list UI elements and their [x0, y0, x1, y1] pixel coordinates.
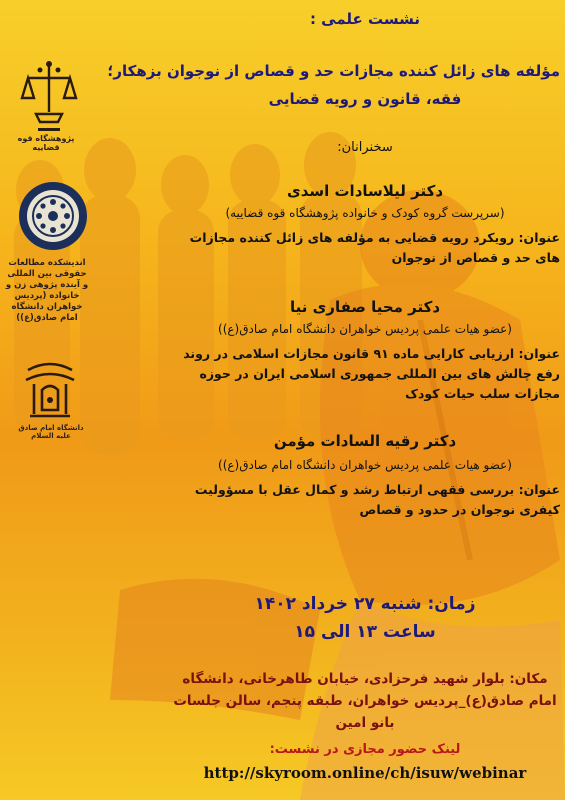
speaker-3-name: دکتر رقیه السادات مؤمن: [273, 432, 457, 450]
speaker-3-talk-title: عنوان: بررسی فقهی ارتباط رشد و کمال عقل با مسؤولیت کیفری نوجوان در حدود و قصاص: [194, 482, 560, 517]
legal-studies-institute-label: اندیشکده مطالعات حقوقی بین المللی و آینده پژوهی زن و خانواده (پردیس خواهران دانشگاه امام صادق(ع)): [5, 258, 89, 323]
speaker-2-affiliation: (عضو هیات علمی پردیس خواهران دانشگاه امام صادق(ع)): [218, 322, 512, 336]
speaker-1-name: دکتر لیلاسادات اسدی: [286, 182, 444, 200]
online-link-label: لینک حضور مجازی در نشست:: [269, 742, 461, 757]
session-title-line-1: مؤلفه های زائل کننده مجازات حد و قصاص از نوجوان بزهکار؛: [107, 62, 560, 80]
event-venue: مکان: بلوار شهید فرحزادی، خیابان طاهرخانی، دانشگاه امام صادق(ع)_پردیس خواهران، طبقه پنجم، سالن جلسات بانو امین: [173, 671, 557, 731]
legal-studies-institute-seal: [17, 180, 89, 252]
event-time: ساعت ۱۳ الی ۱۵: [294, 622, 436, 642]
session-title-line-2: فقه، قانون و رویه قضایی: [268, 90, 462, 108]
session-heading: نشست علمی :: [309, 10, 421, 28]
judiciary-research-logo-label: پژوهشگاه قوه قضاییه: [17, 134, 75, 152]
speaker-2-name: دکتر محیا صفاری نیا: [289, 298, 441, 316]
imam-sadiq-university-logo-caption: دانشگاه امام صادق علیه السلام: [18, 424, 84, 440]
speaker-3-affiliation: (عضو هیات علمی پردیس خواهران دانشگاه امام صادق(ع)): [218, 458, 512, 472]
speaker-1-talk-title: عنوان: رویکرد رویه قضایی به مؤلفه های زائل کننده مجازات های حد و قصاص از نوجوان: [189, 230, 560, 265]
speaker-1-affiliation: (سرپرست گروه کودک و خانواده پژوهشگاه قوه قضاییه): [225, 206, 505, 220]
imam-sadiq-university-logo: [20, 360, 80, 422]
speakers-label: سخنرانان:: [337, 140, 393, 155]
judiciary-research-logo: [18, 58, 80, 133]
online-session-link[interactable]: http://skyroom.online/ch/isuw/webinar: [203, 764, 527, 782]
speaker-2-talk-title: عنوان: ارزیابی کارایی ماده ۹۱ قانون مجازات اسلامی در روند رفع چالش های بین المللی جمهوری اسلامی ایران در حوزه مجازات سلب حیات کودک: [183, 346, 560, 401]
event-date: زمان: شنبه ۲۷ خرداد ۱۴۰۲: [254, 594, 476, 614]
